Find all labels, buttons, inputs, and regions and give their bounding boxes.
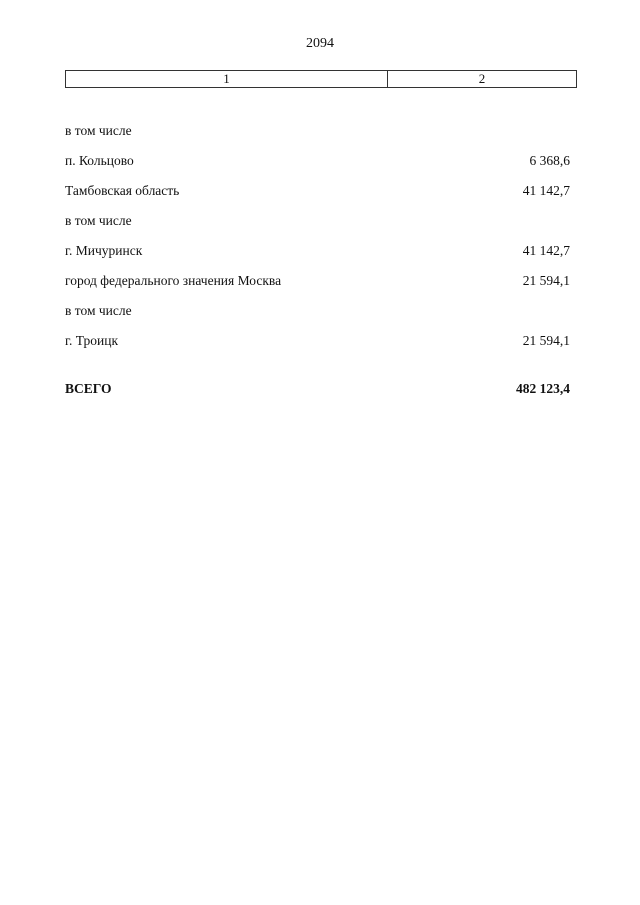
row-value: 21 594,1	[522, 333, 570, 348]
row-label: п. Кольцово	[65, 153, 134, 168]
table-row	[65, 236, 570, 266]
table-row	[65, 326, 570, 356]
row-label: г. Мичуринск	[65, 243, 143, 258]
total-row	[65, 374, 570, 404]
column-header-row	[65, 70, 577, 88]
row-label: в том числе	[65, 213, 132, 228]
column-header-2: 2	[478, 71, 486, 86]
row-label: в том числе	[65, 123, 132, 138]
row-value: 6 368,6	[529, 153, 570, 168]
page-number: 2094	[306, 36, 334, 51]
total-value: 482 123,4	[516, 381, 570, 396]
table-row	[65, 266, 570, 296]
table-row	[65, 146, 570, 176]
row-label: Тамбовская область	[65, 183, 180, 198]
row-label: в том числе	[65, 303, 132, 318]
table-row	[65, 296, 570, 326]
row-label: г. Троицк	[65, 333, 119, 348]
row-value: 21 594,1	[522, 273, 570, 288]
table-row	[65, 116, 570, 146]
total-label: ВСЕГО	[65, 381, 112, 396]
row-value: 41 142,7	[522, 243, 570, 258]
table-body	[65, 116, 570, 404]
column-header-1: 1	[66, 71, 388, 87]
table-row	[65, 176, 570, 206]
table-row	[65, 206, 570, 236]
row-label: город федерального значения Москва	[65, 273, 282, 288]
row-value: 41 142,7	[522, 183, 570, 198]
